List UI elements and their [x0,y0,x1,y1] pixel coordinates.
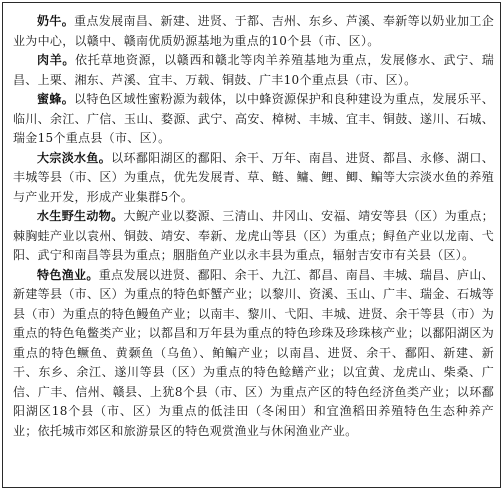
text-box [2,2,501,488]
paragraph-dairy-cattle [13,12,494,51]
paragraph-body: 大鲵产业以婺源、三清山、井冈山、安福、靖安等县（区）为重点；棘胸蛙产业以袁州、铜鼓、靖安、奉新、龙虎山等县（区）为重点；鲟鱼产业以龙南、弋阳、武宁和南昌等县为重点；胭脂鱼产业以永丰县为重点，辐射吉安市有关县（区）。 [13,209,494,262]
paragraph-meat-sheep [13,51,494,90]
paragraph-body: 以环鄱阳湖区的鄱阳、余干、万年、南昌、进贤、都昌、永修、湖口、丰城等县（市、区）为重点，优先发展青、草、鲢、鳙、鲤、鲫、鳊等大宗淡水鱼的养殖与产业开发，形成产业集群5个。 [13,150,494,204]
paragraph-body: 重点发展以进贤、鄱阳、余干、九江、都昌、南昌、丰城、瑞昌、庐山、新建等县（市、区）为重点的特色虾蟹产业；以黎川、资溪、玉山、广丰、瑞金、石城等县（市）为重点的特色鳗鱼产业；以南丰、黎川、弋阳、丰城、进贤、余干等县（市）为重点的特色龟鳖类产业；以都昌和万年县为重点的特色珍珠及珍珠核产业；以鄱阳湖区为重点的特色鳜鱼、黄颡鱼（乌鱼）、鲌鳊产业；以南昌、进贤、余干、鄱阳、新建、新干、东乡、余江、遂川等县（区）为重点的特色鲶鳝产业；以宜黄、龙虎山、柴桑、广信、广丰、信州、赣县、上犹8个县（市、区）为重点产区的特色经济鱼类产业；以环鄱阳湖区18个县（市、区）为重点的低洼田（冬闲田）和宜渔稻田养殖特色生态种养产业；依托城市郊区和旅游景区的特色观赏渔业与休闲渔业产业。 [13,267,494,438]
paragraph-special-fishery [13,266,494,442]
paragraph-freshwater-fish [13,149,494,208]
paragraph-body: 重点发展南昌、新建、进贤、于都、吉州、东乡、芦溪、奉新等以奶业加工企业为中心，以赣中、赣南优质奶源基地为重点的10个县（市、区）。 [13,14,494,48]
paragraph-lead: 蜜蜂。 [37,92,75,106]
paragraph-lead: 水生野生动物。 [37,209,124,223]
paragraph-lead: 特色渔业。 [37,267,99,282]
paragraph-aquatic-wildlife [13,207,494,266]
paragraph-honeybee [13,90,494,149]
paragraph-lead: 奶牛。 [37,14,75,28]
paragraph-lead: 肉羊。 [37,53,76,67]
paragraph-body: 依托草地资源，以赣西和赣北等肉羊养殖基地为重点，发展修水、武宁、瑞昌、上栗、湘东、芦溪、宜丰、万载、铜鼓、广丰10个重点县（市、区）。 [13,53,494,87]
paragraph-lead: 大宗淡水鱼。 [37,150,112,165]
paragraph-body: 以特色区域性蜜粉源为载体，以中蜂资源保护和良种建设为重点，发展乐平、临川、余江、广信、玉山、婺源、武宁、高安、樟树、丰城、宜丰、铜鼓、遂川、石城、瑞金15个重点县（市、区）。 [13,92,494,145]
